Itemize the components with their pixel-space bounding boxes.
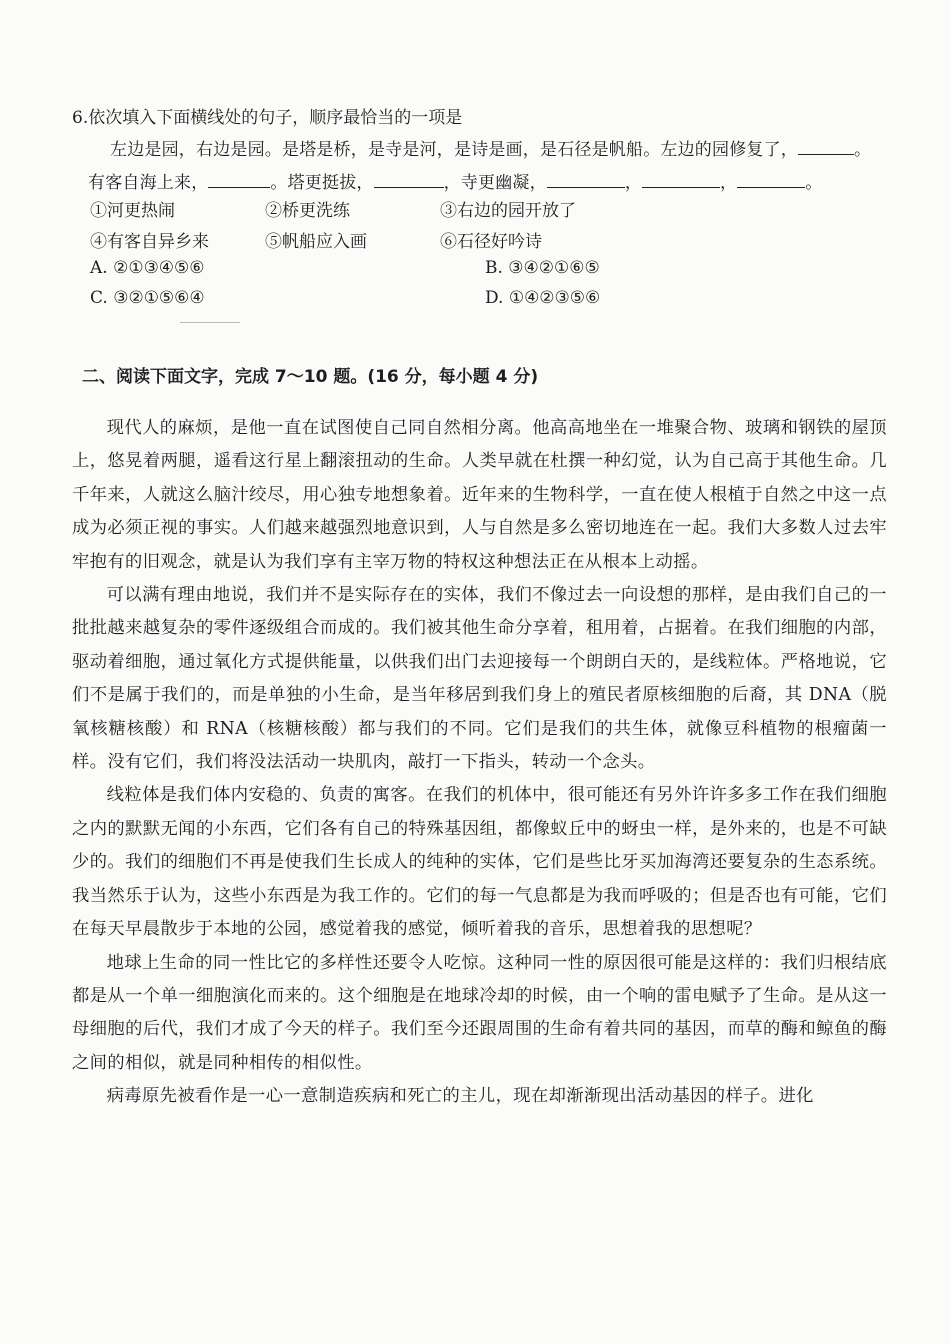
- choice-5: ⑤帆船应入画: [265, 232, 367, 252]
- option-b[interactable]: B. ③④②①⑥⑤: [485, 258, 600, 278]
- passage-paragraph-4: 地球上生命的同一性比它的多样性还要令人吃惊。这种同一性的原因很可能是这样的：我们归根结底都是从一个单一细胞演化而来的。这个细胞是在地球冷却的时候，由一个响的雷电赋予了生命。是从这一母细胞的后代，我们才成了今天的样子。我们至今还跟周围的生命有着共同的基因，而草的酶和鲸鱼的酶之间的相似，就是同种相传的相似性。: [72, 952, 887, 1073]
- passage-paragraph-2: 可以满有理由地说，我们并不是实际存在的实体，我们不像过去一向设想的那样，是由我们自己的一批批越来越复杂的零件逐级组合而成的。我们被其他生命分享着，租用着，占据着。在我们细胞的内部，驱动着细胞，通过氧化方式提供能量，以供我们出门去迎接每一个朗朗白天的，是线粒体。严格地说，它们不是属于我们的，而是单独的小生命，是当年移居到我们身上的殖民者原核细胞的后裔，其 DNA（脱氧核糖核酸）和 RNA（核糖核酸）都与我们的不同。它们是我们的共生体，就像豆科植物的根瘤菌一样。没有它们，我们将没法活动一块肌肉，敲打一下指头，转动一个念头。: [72, 585, 887, 773]
- question-6-line-1-end: 。: [854, 140, 872, 160]
- choice-4: ④有客自异乡来: [90, 232, 209, 252]
- line-2-seg-e: ，: [720, 173, 738, 193]
- reading-passage: [72, 412, 887, 1114]
- section-2-title: 二、阅读下面文字，完成 7～10 题。(16 分，每小题 4 分): [82, 367, 539, 387]
- passage-paragraph-3: 线粒体是我们体内安稳的、负责的寓客。在我们的机体中，很可能还有另外许许多多工作在我们细胞之内的默默无闻的小东西，它们各有自己的特殊基因组，都像蚁丘中的蚜虫一样，是外来的，也是不可缺少的。我们的细胞们不再是使我们生长成人的纯种的实体，它们是些比牙买加海湾还要复杂的生态系统。我当然乐于认为，这些小东西是为我工作的。它们的每一气息都是为我而呼吸的；但是否也有可能，它们在每天早晨散步于本地的公园，感觉着我的感觉，倾听着我的音乐，思想着我的思想呢？: [72, 785, 887, 940]
- option-c[interactable]: C. ③②①⑤⑥④: [90, 288, 205, 308]
- passage-paragraph-5: 病毒原先被看作是一心一意制造疾病和死亡的主儿，现在却渐渐现出活动基因的样子。进化: [106, 1086, 814, 1107]
- passage-paragraph-1: 现代人的麻烦，是他一直在试图使自己同自然相分离。他高高地坐在一堆聚合物、玻璃和钢铁的屋顶上，悠晃着两腿，遥看这行星上翻滚扭动的生命。人类早就在杜撰一种幻觉，认为自己高于其他生命。几千年来，人就这么脑汁绞尽，用心独专地想象着。近年来的生物科学，一直在使人根植于自然之中这一点成为必须正视的事实。人们越来越强烈地意识到，人与自然是多么密切地连在一起。我们大多数人过去牢牢抱有的旧观念，就是认为我们享有主宰万物的特权这种想法正在从根本上动摇。: [72, 418, 887, 572]
- line-2-seg-c: ，寺更幽凝，: [443, 173, 547, 193]
- question-6-line-1: [110, 135, 871, 160]
- line-2-seg-f: 。: [805, 173, 823, 193]
- blank-4: [547, 173, 625, 188]
- blank-2: [208, 173, 270, 188]
- question-6-stem: 6.依次填入下面横线处的句子，顺序最恰当的一项是: [72, 108, 463, 128]
- blank-1: [798, 140, 854, 155]
- blank-5: [642, 173, 720, 188]
- choice-6: ⑥石径好吟诗: [440, 232, 542, 252]
- choice-2: ②桥更洗练: [265, 201, 350, 221]
- option-d[interactable]: D. ①④②③⑤⑥: [485, 288, 601, 308]
- question-6-line-2: [88, 168, 822, 193]
- divider-line: [180, 322, 240, 323]
- question-6-line-1-text: 左边是园，右边是园。是塔是桥，是寺是河，是诗是画，是石径是帆船。左边的园修复了，: [110, 140, 798, 160]
- line-2-seg-d: ，: [624, 173, 643, 193]
- line-2-seg-b: 。塔更挺拔，: [270, 173, 374, 193]
- blank-3: [374, 173, 444, 188]
- line-2-seg-a: 有客自海上来，: [88, 173, 209, 193]
- choice-1: ①河更热闹: [90, 201, 175, 221]
- blank-6: [737, 173, 805, 188]
- choice-3: ③右边的园开放了: [440, 201, 576, 221]
- option-a[interactable]: A. ②①③④⑤⑥: [90, 258, 205, 278]
